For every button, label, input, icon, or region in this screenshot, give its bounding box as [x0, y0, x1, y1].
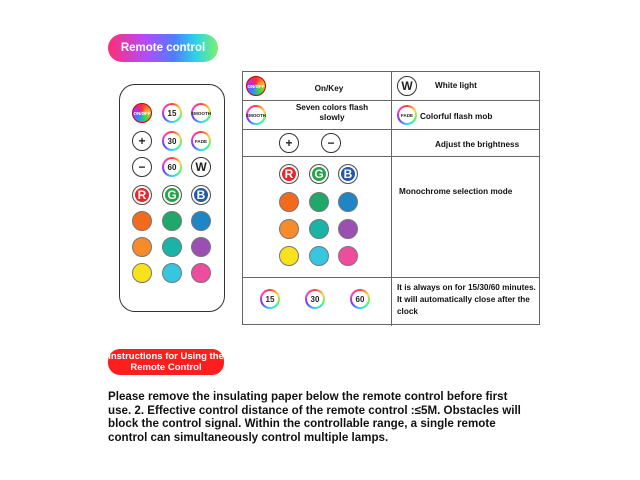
purple-button: [191, 237, 211, 257]
yellow-button: [132, 263, 152, 283]
fade-description: Colorful flash mob: [420, 112, 493, 121]
smooth-icon: SMOOTH: [246, 105, 266, 125]
table-cyan-icon: [309, 246, 329, 266]
red-button: R: [132, 185, 152, 205]
blue-button: B: [191, 185, 211, 205]
teal-green-button: [162, 211, 182, 231]
teal-button: [162, 237, 182, 257]
smooth-button: SMOOTH: [191, 103, 211, 123]
remote-control-illustration: [119, 84, 225, 312]
monochrome-description: Monochrome selection mode: [399, 187, 513, 196]
green-button: G: [162, 185, 182, 205]
instructions-text: Please remove the insulating paper below the remote control before first use. 2. Effective control distance of the remote control :≤5M. Obstacles will block the control signal. Within the controllable range, a single remote control can simultaneously control multiple lamps.: [108, 390, 521, 444]
remote-control-title: Remote control: [108, 34, 218, 62]
instructions-title: Instructions for Using the Remote Control: [108, 351, 224, 373]
table-teal-green-icon: [309, 192, 329, 212]
light-orange-button: [132, 237, 152, 257]
timer-30-button: 30: [162, 131, 182, 151]
white-button: W: [191, 157, 211, 177]
table-sky-blue-icon: [338, 192, 358, 212]
brightness-description: Adjust the brightness: [435, 140, 520, 149]
table-orange-icon: [279, 192, 299, 212]
table-timer-60-icon: 60: [350, 289, 370, 309]
onoff-icon: ON/OFF: [246, 76, 266, 96]
table-timer-30-icon: 30: [305, 289, 325, 309]
table-pink-icon: [338, 246, 358, 266]
fade-button: FADE: [191, 131, 211, 151]
orange-button: [132, 211, 152, 231]
sky-blue-button: [191, 211, 211, 231]
plus-button: +: [132, 131, 152, 151]
fade-icon: FADE: [397, 105, 417, 125]
function-table: [242, 71, 540, 325]
brightness-minus-icon: −: [321, 133, 341, 153]
table-blue-icon: B: [338, 164, 358, 184]
cyan-button: [162, 263, 182, 283]
onoff-button: ON/OFF: [132, 103, 152, 123]
table-green-icon: G: [309, 164, 329, 184]
table-red-icon: R: [279, 164, 299, 184]
table-timer-15-icon: 15: [260, 289, 280, 309]
timer-60-button: 60: [162, 157, 182, 177]
minus-button: −: [132, 157, 152, 177]
table-light-orange-icon: [279, 219, 299, 239]
white-light-description: White light: [435, 81, 477, 90]
white-light-icon: W: [397, 76, 417, 96]
table-teal-icon: [309, 219, 329, 239]
onoff-description: On/Key: [314, 84, 344, 93]
smooth-description: Seven colors flash slowly: [295, 103, 369, 122]
brightness-plus-icon: +: [279, 133, 299, 153]
timer-15-button: 15: [162, 103, 182, 123]
table-yellow-icon: [279, 246, 299, 266]
timer-description: It is always on for 15/30/60 minutes. It will automatically close after the clock: [397, 283, 536, 316]
pink-button: [191, 263, 211, 283]
table-purple-icon: [338, 219, 358, 239]
